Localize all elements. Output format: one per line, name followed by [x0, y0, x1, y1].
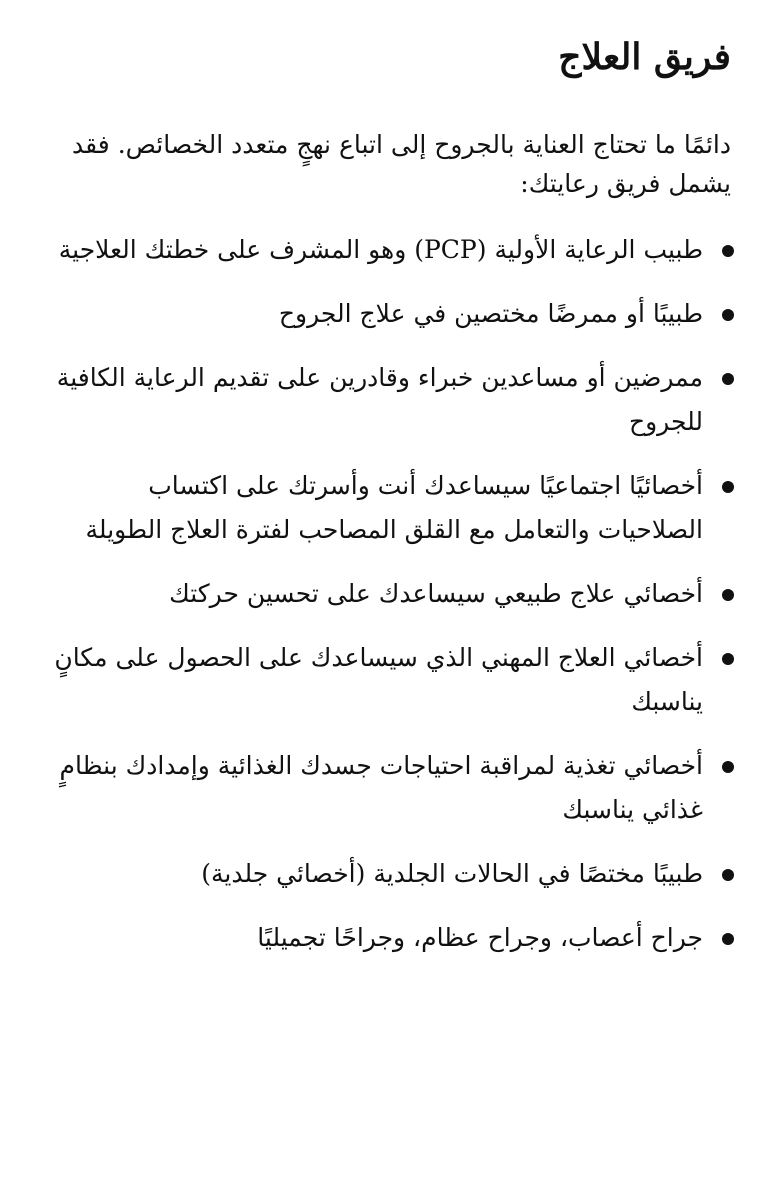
- list-item: [40, 916, 759, 960]
- list-item-text: طبيب الرعاية الأولية (PCP) وهو المشرف على خطتك العلاجية: [58, 235, 703, 264]
- list-item: [40, 744, 759, 832]
- bullet-dot-icon: [722, 653, 734, 665]
- bullet-dot-icon: [722, 869, 734, 881]
- list-item: [40, 356, 759, 444]
- bullet-dot-icon: [722, 481, 734, 493]
- list-item: [40, 464, 759, 552]
- list-item-text: ممرضين أو مساعدين خبراء وقادرين على تقديم الرعاية الكافية للجروح: [56, 363, 703, 436]
- bullet-dot-icon: [722, 373, 734, 385]
- list-item-text: جراح أعصاب، وجراح عظام، وجراحًا تجميليًا: [257, 923, 703, 952]
- page-title: فريق العلاج: [558, 36, 731, 78]
- bullet-dot-icon: [722, 309, 734, 321]
- list-item-text: طبيبًا أو ممرضًا مختصين في علاج الجروح: [278, 299, 703, 328]
- bullet-dot-icon: [722, 933, 734, 945]
- list-item: [40, 228, 759, 272]
- list-item-text: أخصائي العلاج المهني الذي سيساعدك على الحصول على مكانٍ يناسبك: [54, 643, 703, 716]
- care-team-list: [40, 228, 759, 980]
- list-item-text: أخصائي علاج طبيعي سيساعدك على تحسين حركتك: [169, 579, 703, 608]
- list-item: [40, 572, 759, 616]
- list-item: [40, 292, 759, 336]
- list-item-text: أخصائيًا اجتماعيًا سيساعدك أنت وأسرتك على اكتساب الصلاحيات والتعامل مع القلق المصاحب لفترة العلاج الطويلة: [85, 471, 703, 544]
- bullet-dot-icon: [722, 761, 734, 773]
- list-item: [40, 636, 759, 724]
- bullet-dot-icon: [722, 589, 734, 601]
- list-item: [40, 852, 759, 896]
- list-item-text: أخصائي تغذية لمراقبة احتياجات جسدك الغذائية وإمدادك بنظامٍ غذائي يناسبك: [59, 751, 703, 824]
- intro-paragraph: دائمًا ما تحتاج العناية بالجروح إلى اتباع نهجٍ متعدد الخصائص. فقد يشمل فريق رعايتك:: [72, 130, 731, 198]
- bullet-dot-icon: [722, 245, 734, 257]
- list-item-text: طبيبًا مختصًا في الحالات الجلدية (أخصائي جلدية): [201, 859, 703, 888]
